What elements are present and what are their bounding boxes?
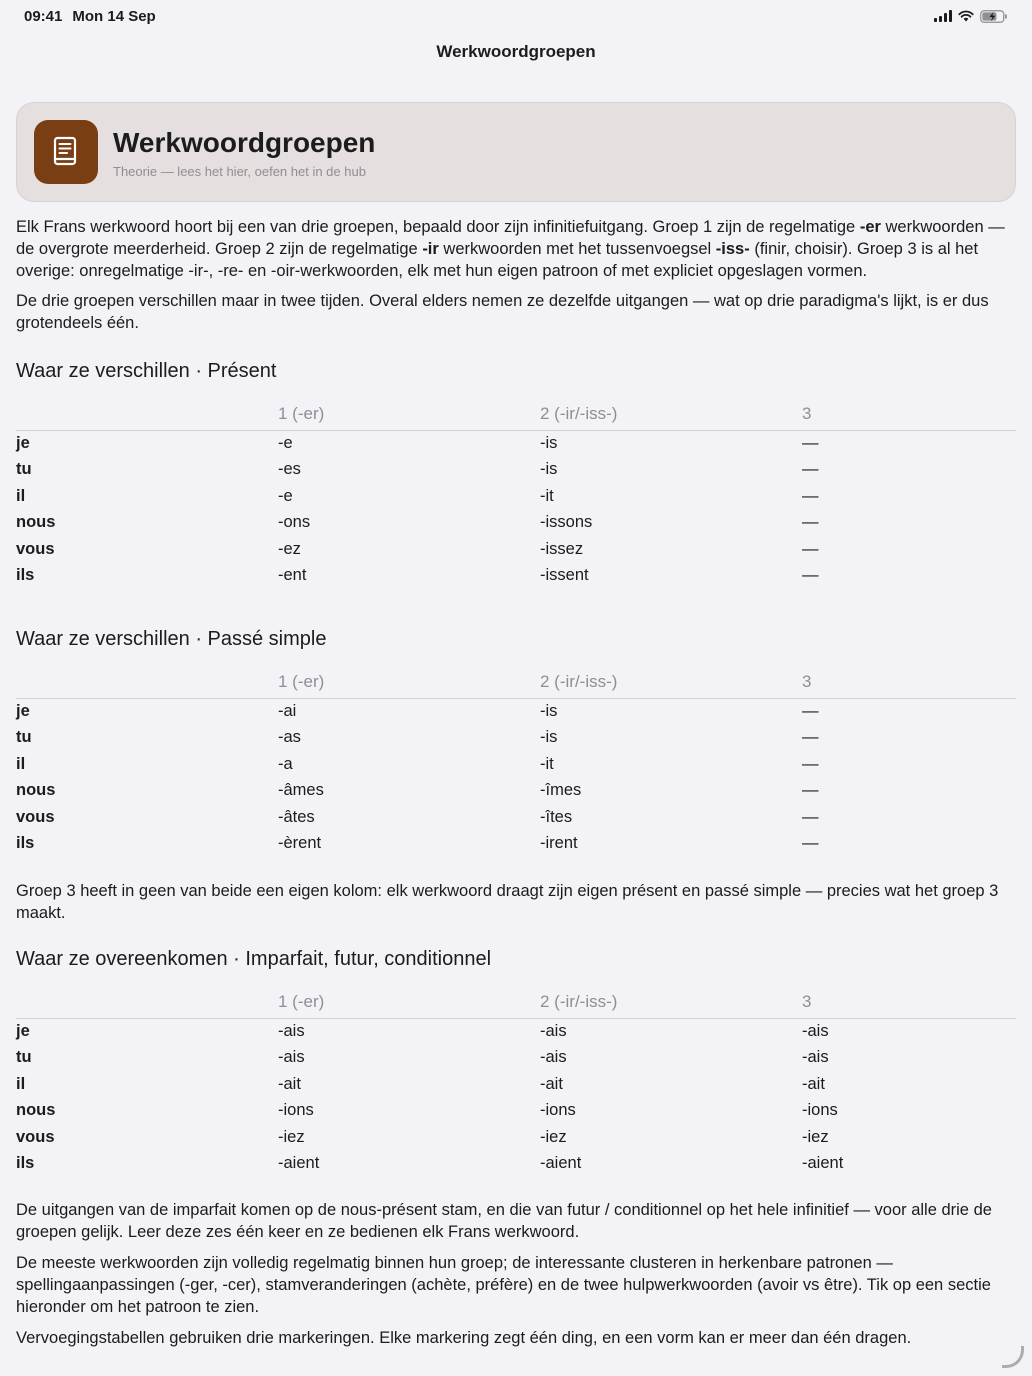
ending-cell: -ait	[278, 1074, 301, 1093]
outro-paragraph-2: De meeste werkwoorden zijn volledig regelmatig binnen hun groep; de interessante clusteren in herkenbare patronen — spellingaanpassingen (-ger, -cer), stamveranderingen (achète, préfère) en de twee hulpwerkwoorden (avoir vs être). Tik op een sectie hieronder om het patroon te zien.	[16, 1254, 991, 1316]
status-bar	[0, 0, 1032, 32]
pronoun-cell: je	[16, 434, 30, 452]
column-header	[16, 986, 278, 1018]
intro-emphasis: -iss-	[715, 240, 750, 258]
ending-cell: —	[802, 834, 819, 853]
ending-cell: -is	[540, 702, 558, 720]
ending-cell: -issez	[540, 539, 584, 558]
ending-cell: -ait	[802, 1074, 825, 1093]
table-overeenkomen	[16, 986, 1016, 1177]
ending-cell: -aient	[540, 1154, 582, 1173]
ending-cell: -ions	[278, 1101, 314, 1120]
intro-emphasis: -ir	[422, 240, 439, 258]
pronoun-cell: ils	[16, 834, 35, 853]
intro-text: Elk Frans werkwoord hoort bij een van drie groepen, bepaald door zijn infinitiefuitgang. Groep 1 zijn de regelmatige	[16, 218, 860, 236]
table-row	[16, 725, 1016, 752]
table-passe-simple	[16, 666, 1016, 857]
ending-cell: -ais	[802, 1022, 829, 1040]
pronoun-cell: nous	[16, 513, 56, 532]
ending-cell: -is	[540, 728, 558, 747]
pronoun-cell: nous	[16, 1101, 56, 1120]
outro-paragraph-3: Vervoegingstabellen gebruiken drie markeringen. Elke markering zegt één ding, en een vorm kan er meer dan één dragen.	[16, 1329, 912, 1347]
ending-cell: -iez	[278, 1127, 305, 1146]
ending-cell: -issons	[540, 513, 593, 532]
table-row	[16, 751, 1016, 778]
ending-cell: -ais	[802, 1048, 829, 1067]
status-indicators	[934, 10, 1008, 23]
column-header: 3	[802, 398, 1016, 430]
ending-cell: -it	[540, 754, 554, 773]
ending-cell: -âmes	[278, 781, 324, 800]
table-row	[16, 483, 1016, 510]
ending-cell: —	[802, 566, 819, 585]
ending-cell: -issent	[540, 566, 589, 585]
pronoun-cell: vous	[16, 807, 55, 826]
pronoun-cell: tu	[16, 460, 32, 479]
ending-cell: -e	[278, 434, 293, 452]
ending-cell: -ions	[802, 1101, 838, 1120]
ending-cell: -ais	[540, 1048, 567, 1067]
intro-text: werkwoorden met het tussenvoegsel	[438, 240, 716, 258]
table-row	[16, 430, 1016, 457]
table-header-row	[16, 666, 1016, 698]
column-header: 1 (-er)	[278, 666, 540, 698]
pronoun-cell: je	[16, 702, 30, 720]
pronoun-cell: il	[16, 486, 26, 505]
status-date: Mon 14 Sep	[72, 7, 156, 25]
column-header: 3	[802, 986, 1016, 1018]
ending-cell: —	[802, 434, 819, 452]
ending-cell: —	[802, 513, 819, 532]
ending-cell: —	[802, 702, 819, 720]
ending-cell: -a	[278, 754, 293, 773]
outro-paragraph-1: De uitgangen van de imparfait komen op de nous-présent stam, en die van futur / conditionnel op het hele infinitief — voor alle drie de groepen gelijk. Leer deze zes één keer en ze bedienen elk Frans werkwoord.	[16, 1201, 992, 1241]
ending-cell: -ez	[278, 539, 301, 558]
ending-cell: -e	[278, 486, 293, 505]
ending-cell: —	[802, 728, 819, 747]
section-title-present: Waar ze verschillen · Présent	[16, 360, 277, 382]
book-icon	[34, 120, 98, 184]
ending-cell: -es	[278, 460, 301, 479]
intro-text: werkwoorden — de overgrote meerderheid. Groep 2 zijn de regelmatige	[16, 218, 1005, 258]
section-title-passe-simple: Waar ze verschillen · Passé simple	[16, 628, 327, 650]
table-row	[16, 1151, 1016, 1178]
ending-cell: -ais	[540, 1022, 567, 1040]
pronoun-cell: vous	[16, 539, 55, 558]
ending-cell: -ions	[540, 1101, 576, 1120]
ending-cell: —	[802, 754, 819, 773]
scroll-indicator[interactable]	[1002, 1346, 1024, 1368]
section-title-overeenkomen: Waar ze overeenkomen · Imparfait, futur, conditionnel	[16, 948, 492, 970]
ending-cell: -îmes	[540, 781, 582, 800]
table-row	[16, 831, 1016, 858]
pronoun-cell: je	[16, 1022, 30, 1040]
column-header: 2 (-ir/-iss-)	[540, 666, 802, 698]
note-group-3: Groep 3 heeft in geen van beide een eigen kolom: elk werkwoord draagt zijn eigen présent en passé simple — precies wat het groep 3 maakt.	[16, 882, 999, 922]
ending-cell: -aient	[278, 1154, 320, 1173]
table-row	[16, 1045, 1016, 1072]
intro-paragraph-1	[16, 216, 1016, 282]
table-header-row	[16, 398, 1016, 430]
pronoun-cell: tu	[16, 1048, 32, 1067]
table-row	[16, 536, 1016, 563]
ending-cell: —	[802, 807, 819, 826]
header-text	[113, 126, 375, 179]
table-row	[16, 510, 1016, 537]
battery-charging-icon	[980, 10, 1008, 23]
header-card	[16, 102, 1016, 202]
ending-cell: -is	[540, 434, 558, 452]
column-header: 2 (-ir/-iss-)	[540, 986, 802, 1018]
table-row	[16, 457, 1016, 484]
table-present	[16, 398, 1016, 589]
table-row	[16, 1124, 1016, 1151]
ending-cell: -iez	[540, 1127, 567, 1146]
ending-cell: -îtes	[540, 807, 573, 826]
intro-text: (finir, choisir). Groep 3 is al het overige: onregelmatige -ir-, -re- en -oir-werkwoorden, elk met hun eigen patroon of met expliciet opgeslagen vormen.	[16, 240, 979, 280]
table-row	[16, 1018, 1016, 1045]
table-row	[16, 698, 1016, 725]
table-row	[16, 563, 1016, 590]
pronoun-cell: tu	[16, 728, 32, 747]
ending-cell: -aient	[802, 1154, 844, 1173]
pronoun-cell: ils	[16, 1154, 35, 1173]
nav-title: Werkwoordgroepen	[436, 42, 596, 61]
column-header: 3	[802, 666, 1016, 698]
table-row	[16, 804, 1016, 831]
header-subtitle: Theorie — lees het hier, oefen het in de hub	[113, 163, 366, 179]
column-header	[16, 398, 278, 430]
intro-emphasis: -er	[859, 218, 881, 236]
header-title: Werkwoordgroepen	[113, 126, 376, 158]
intro-paragraph-2: De drie groepen verschillen maar in twee tijden. Overal elders nemen ze dezelfde uitgangen — wat op drie paradigma's lijkt, is er dus grotendeels één.	[16, 292, 989, 332]
ending-cell: —	[802, 539, 819, 558]
column-header: 1 (-er)	[278, 986, 540, 1018]
pronoun-cell: il	[16, 1074, 26, 1093]
ending-cell: -iez	[802, 1127, 829, 1146]
table-row	[16, 1071, 1016, 1098]
status-time: 09:41	[24, 7, 63, 25]
table-row	[16, 778, 1016, 805]
column-header: 1 (-er)	[278, 398, 540, 430]
table-header-row	[16, 986, 1016, 1018]
cellular-signal-icon	[934, 10, 952, 22]
column-header: 2 (-ir/-iss-)	[540, 398, 802, 430]
pronoun-cell: ils	[16, 566, 35, 585]
pronoun-cell: nous	[16, 781, 56, 800]
ending-cell: -ais	[278, 1048, 305, 1067]
ending-cell: -ai	[278, 702, 297, 720]
ending-cell: -irent	[540, 834, 578, 853]
ending-cell: —	[802, 781, 819, 800]
pronoun-cell: il	[16, 754, 26, 773]
ending-cell: -it	[540, 486, 554, 505]
ending-cell: -as	[278, 728, 301, 747]
ending-cell: —	[802, 460, 819, 479]
table-row	[16, 1098, 1016, 1125]
ending-cell: -èrent	[278, 834, 322, 853]
pronoun-cell: vous	[16, 1127, 55, 1146]
ending-cell: —	[802, 486, 819, 505]
ending-cell: -ais	[278, 1022, 305, 1040]
content	[16, 102, 1016, 1349]
column-header	[16, 666, 278, 698]
ending-cell: -ent	[278, 566, 307, 585]
ending-cell: -ons	[278, 513, 311, 532]
wifi-icon	[958, 10, 974, 22]
ending-cell: -âtes	[278, 807, 315, 826]
ending-cell: -is	[540, 460, 558, 479]
ending-cell: -ait	[540, 1074, 563, 1093]
